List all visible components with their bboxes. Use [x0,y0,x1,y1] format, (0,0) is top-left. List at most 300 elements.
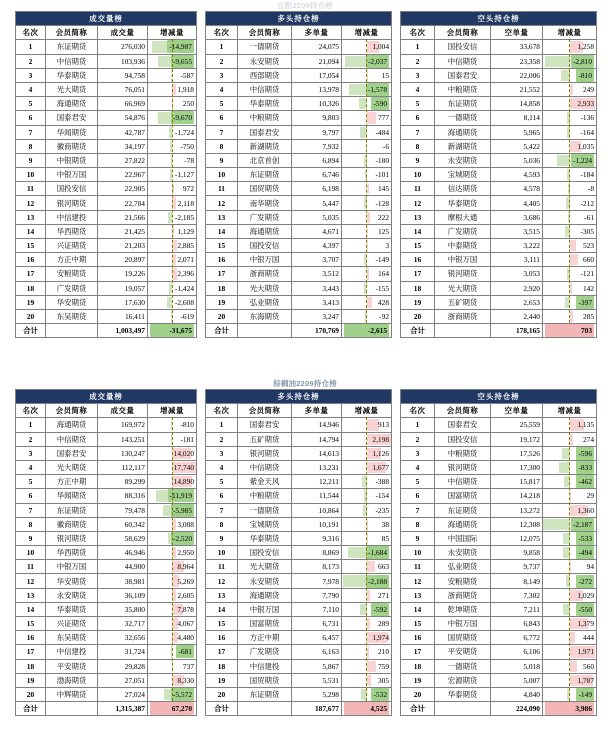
cell-member-name: 广发期货 [238,210,292,224]
column-header-1: 会员简称 [238,26,292,40]
column-header-3: 增减量 [148,26,197,40]
table-row[interactable] [16,503,197,517]
table-row[interactable] [16,224,197,238]
table-row[interactable] [206,517,392,531]
cell-change [342,153,392,167]
cell-value: 4,405 [491,196,543,210]
cell-value: 8,149 [491,574,543,588]
cell-rank: 8 [16,139,46,153]
table-row[interactable] [206,489,392,503]
table-row[interactable] [206,531,392,545]
table-row[interactable] [401,239,597,253]
cell-rank: 19 [401,295,435,309]
cell-rank: 19 [16,673,46,687]
table-row[interactable] [401,111,597,125]
cell-member-name: 永安期货 [435,153,491,167]
table-row[interactable] [16,617,197,631]
table-row[interactable] [16,40,197,54]
table-row[interactable] [16,253,197,267]
data-bar [172,197,176,208]
table-row[interactable] [16,68,197,82]
cell-rank: 14 [16,224,46,238]
cell-change [148,139,197,153]
table-row[interactable] [16,210,197,224]
table-row[interactable] [16,267,197,281]
change-value: 285 [582,312,595,322]
change-value: 972 [182,184,195,194]
cell-member-name: 东证期货 [46,40,98,54]
cell-rank: 7 [16,125,46,139]
table-row[interactable] [16,546,197,560]
cell-rank: 18 [401,281,435,295]
cell-value: 9,858 [491,546,543,560]
data-bar [170,169,172,180]
table-row[interactable] [401,588,597,602]
table-row[interactable] [16,588,197,602]
cell-value: 11,544 [292,489,342,503]
column-header-2: 空单量 [491,26,543,40]
cell-rank: 12 [401,196,435,210]
cell-member-name: 浙商期货 [435,309,491,323]
table-row[interactable] [401,224,597,238]
data-bar [367,519,368,530]
table-row[interactable] [401,602,597,616]
change-value: -272 [578,576,593,586]
cell-member-name: 广发期货 [46,281,98,295]
cell-member-name: 华闻期货 [46,125,98,139]
cell-rank: 14 [401,602,435,616]
cell-change [342,253,392,267]
cell-rank: 18 [206,281,238,295]
cell-rank: 7 [206,125,238,139]
cell-value: 12,308 [491,517,543,531]
table-row[interactable] [16,153,197,167]
change-value: 1,129 [177,226,195,236]
cell-change [342,546,392,560]
table-row[interactable] [206,560,392,574]
cell-rank: 17 [16,645,46,659]
change-value: 249 [582,85,595,95]
cell-rank: 11 [401,182,435,196]
change-value: 560 [582,661,595,671]
table-row[interactable] [401,153,597,167]
table-row[interactable] [16,196,197,210]
cell-rank: 20 [16,309,46,323]
table-row[interactable] [16,418,197,432]
change-value: -1,127 [174,170,195,180]
table-row[interactable] [16,531,197,545]
cell-value: 29,828 [98,659,148,673]
cell-rank: 4 [401,82,435,96]
table-row[interactable] [401,687,597,701]
table-row[interactable] [16,602,197,616]
table-row[interactable] [401,546,597,560]
cell-change [543,82,597,96]
table-row[interactable] [401,503,597,517]
cell-value: 6,772 [491,631,543,645]
cell-change [543,111,597,125]
table-total-row [206,702,392,716]
table-row[interactable] [16,239,197,253]
cell-rank: 15 [206,239,238,253]
table-row[interactable] [206,68,392,82]
table-row[interactable] [401,645,597,659]
table-row[interactable] [401,82,597,96]
table-row[interactable] [16,54,197,68]
table-row[interactable] [206,54,392,68]
cell-rank: 16 [401,631,435,645]
cell-member-name: 中银万国 [46,168,98,182]
table-row[interactable] [206,309,392,323]
table-row[interactable] [206,574,392,588]
cell-value: 5,965 [491,125,543,139]
table-row[interactable] [206,687,392,701]
table-row[interactable] [16,295,197,309]
table-band-title-row [401,390,597,404]
table-row[interactable] [206,659,392,673]
table-row[interactable] [401,97,597,111]
table-row[interactable] [401,460,597,474]
table-row[interactable] [401,489,597,503]
cell-member-name: 中国国际 [435,531,491,545]
cell-rank: 10 [401,168,435,182]
cell-change [342,460,392,474]
cell-member-name: 兴证期货 [46,239,98,253]
cell-change [342,40,392,54]
table-row[interactable] [206,460,392,474]
table-row[interactable] [16,97,197,111]
cell-change [342,196,392,210]
data-bar [565,297,570,308]
cell-total-change [342,324,392,338]
cell-change [148,267,197,281]
table-row[interactable] [206,40,392,54]
cell-rank: 2 [16,54,46,68]
data-bar [570,84,573,95]
data-bar [563,604,570,615]
cell-value: 130,247 [98,446,148,460]
cell-rank: 16 [206,631,238,645]
data-bar [367,112,377,123]
table-row[interactable] [16,574,197,588]
table-row[interactable] [16,645,197,659]
cell-change [342,602,392,616]
cell-change [148,97,197,111]
table-row[interactable] [206,588,392,602]
table-row[interactable] [401,574,597,588]
change-value: 250 [182,99,195,109]
table-row[interactable] [401,40,597,54]
cell-change [543,68,597,82]
cell-member-name: 中粮期货 [238,111,292,125]
table-body [401,390,597,716]
cell-member-name: 国投安信 [238,546,292,560]
cell-member-name: 浙商期货 [238,267,292,281]
change-value: -154 [375,491,390,501]
table-row[interactable] [401,446,597,460]
cell-change [148,602,197,616]
column-header-2: 多单量 [292,404,342,418]
table-row[interactable] [206,97,392,111]
change-value: -14,987 [169,42,193,52]
table-short [400,389,597,716]
change-value: 3,008 [177,519,195,529]
table-row[interactable] [206,267,392,281]
table-row[interactable] [401,673,597,687]
cell-member-name: 华泰期货 [238,531,292,545]
cell-member-name: 弘业期货 [435,560,491,574]
table-row[interactable] [206,631,392,645]
table-band-title-row [16,12,197,26]
table-body [206,12,392,338]
table-band-title: 空头持仓榜 [401,12,597,26]
table-row[interactable] [16,631,197,645]
cell-rank: 10 [401,546,435,560]
table-row[interactable] [16,432,197,446]
table-volume [15,389,197,716]
table-row[interactable] [206,475,392,489]
cell-rank: 7 [206,503,238,517]
change-value: -619 [180,312,195,322]
data-bar [570,254,578,265]
table-row[interactable] [401,295,597,309]
table-row[interactable] [401,309,597,323]
cell-rank: 11 [206,560,238,574]
cell-value: 6,843 [491,617,543,631]
table-row[interactable] [206,432,392,446]
cell-change [543,97,597,111]
table-row[interactable] [206,673,392,687]
table-row[interactable] [206,546,392,560]
cell-member-name: 紫金天风 [238,475,292,489]
table-row[interactable] [206,168,392,182]
table-row[interactable] [206,253,392,267]
cell-rank: 14 [206,602,238,616]
table-row[interactable] [16,82,197,96]
table-row[interactable] [16,687,197,701]
cell-member-name: 中信期货 [435,54,491,68]
table-row[interactable] [16,281,197,295]
cell-rank: 6 [16,111,46,125]
cell-member-name: 东证期货 [238,687,292,701]
table-row[interactable] [401,168,597,182]
table-row[interactable] [206,139,392,153]
change-value: 1,126 [372,448,390,458]
cell-value: 21,203 [98,239,148,253]
table-row[interactable] [16,168,197,182]
cell-member-name: 中粮期货 [435,82,491,96]
table-row[interactable] [16,139,197,153]
data-bar [367,70,368,81]
table-row[interactable] [401,432,597,446]
data-bar [172,84,176,95]
table-row[interactable] [16,125,197,139]
table-row[interactable] [16,111,197,125]
cell-value: 27,822 [98,153,148,167]
cell-member-name: 华泰期货 [238,97,292,111]
table-row[interactable] [401,475,597,489]
change-value: -462 [578,477,593,487]
table-row[interactable] [16,182,197,196]
data-bar [562,448,569,459]
cell-value: 8,869 [292,546,342,560]
cell-rank: 13 [401,210,435,224]
table-row[interactable] [206,82,392,96]
table-row[interactable] [16,309,197,323]
cell-value: 6,731 [292,617,342,631]
data-bar [171,155,172,166]
table-row[interactable] [401,267,597,281]
table-row[interactable] [401,253,597,267]
table-row[interactable] [401,139,597,153]
table-row[interactable] [206,111,392,125]
change-value: -8 [587,184,595,194]
table-row[interactable] [401,531,597,545]
change-value: -305 [580,226,595,236]
table-row[interactable] [206,602,392,616]
cell-rank: 17 [401,267,435,281]
cell-rank: 11 [16,182,46,196]
cell-change [342,446,392,460]
table-row[interactable] [206,125,392,139]
table-row[interactable] [401,659,597,673]
cell-member-name: 永安期货 [238,574,292,588]
cell-rank: 5 [206,97,238,111]
cell-change [148,659,197,673]
cell-value: 60,342 [98,517,148,531]
table-row[interactable] [206,224,392,238]
change-value: 8,330 [177,675,195,685]
table-row[interactable] [401,54,597,68]
cell-member-name: 银河期货 [238,446,292,460]
cell-rank: 1 [206,40,238,54]
table-row[interactable] [206,418,392,432]
cell-change [543,125,597,139]
change-value: -6 [382,141,390,151]
table-row[interactable] [401,125,597,139]
cell-rank: 13 [401,588,435,602]
cell-value: 3,053 [491,267,543,281]
cell-change [148,168,197,182]
cell-change [342,239,392,253]
cell-change [342,295,392,309]
table-row[interactable] [401,517,597,531]
table-row[interactable] [401,210,597,224]
table-row[interactable] [401,68,597,82]
cell-value: 4,671 [292,224,342,238]
cell-member-name: 海通期货 [435,517,491,531]
cell-member-name: 国泰君安 [46,111,98,125]
change-value: -180 [375,155,390,165]
table-row[interactable] [16,489,197,503]
table-row[interactable] [401,196,597,210]
table-total-row [16,324,197,338]
column-header-0: 名次 [16,26,46,40]
cell-rank: 9 [16,531,46,545]
cell-member-name: 国泰君安 [435,68,491,82]
change-value: -550 [578,604,593,614]
change-value: 1,379 [577,619,595,629]
cell-rank: 4 [401,460,435,474]
table-row[interactable] [206,281,392,295]
table-row[interactable] [16,460,197,474]
cell-value: 32,717 [98,617,148,631]
cell-change [342,182,392,196]
change-value: 8,964 [177,562,195,572]
table-row[interactable] [16,673,197,687]
cell-value: 16,411 [98,309,148,323]
data-bar [557,155,570,166]
column-header-0: 名次 [206,26,238,40]
cell-change [543,659,597,673]
cell-rank: 10 [206,546,238,560]
data-bar [367,561,376,572]
table-wrap-short [400,11,596,338]
table-row[interactable] [206,153,392,167]
table-row[interactable] [206,196,392,210]
column-header-3: 增减量 [543,404,597,418]
cell-rank: 6 [401,111,435,125]
table-row[interactable] [16,446,197,460]
data-bar [168,212,172,223]
table-wrap-short [400,389,596,716]
table-row[interactable] [206,239,392,253]
table-row[interactable] [16,475,197,489]
table-row[interactable] [206,295,392,309]
cell-change [342,281,392,295]
table-row[interactable] [401,418,597,432]
cell-value: 14,613 [292,446,342,460]
cell-value: 5,018 [491,659,543,673]
cell-member-name: 华泰期货 [46,602,98,616]
cell-member-name: 中信建投 [46,645,98,659]
table-row[interactable] [206,182,392,196]
table-row[interactable] [206,210,392,224]
cell-value: 6,163 [292,645,342,659]
cell-change [543,210,597,224]
table-row[interactable] [16,517,197,531]
change-value: 17,740 [173,463,195,473]
table-row[interactable] [206,617,392,631]
table-row[interactable] [401,617,597,631]
table-row[interactable] [401,281,597,295]
table-row[interactable] [206,503,392,517]
table-row[interactable] [16,659,197,673]
data-bar [360,127,366,138]
table-row[interactable] [206,446,392,460]
cell-value: 7,978 [292,574,342,588]
cell-member-name: 中信建投 [46,210,98,224]
table-row[interactable] [401,631,597,645]
table-band-title: 多头持仓榜 [206,390,392,404]
change-value: 444 [582,633,595,643]
cell-member-name: 华西期货 [46,546,98,560]
table-row[interactable] [401,560,597,574]
cell-member-name: 五矿期货 [435,295,491,309]
cell-value: 38,981 [98,574,148,588]
column-header-2: 成交量 [98,26,148,40]
cell-rank: 1 [206,418,238,432]
table-row[interactable] [206,645,392,659]
cell-rank: 17 [401,645,435,659]
cell-member-name: 一德期货 [238,503,292,517]
table-row[interactable] [401,182,597,196]
cell-change [342,224,392,238]
column-header-3: 增减量 [342,404,392,418]
data-bar [367,183,369,194]
cell-change [148,673,197,687]
table-row[interactable] [16,560,197,574]
